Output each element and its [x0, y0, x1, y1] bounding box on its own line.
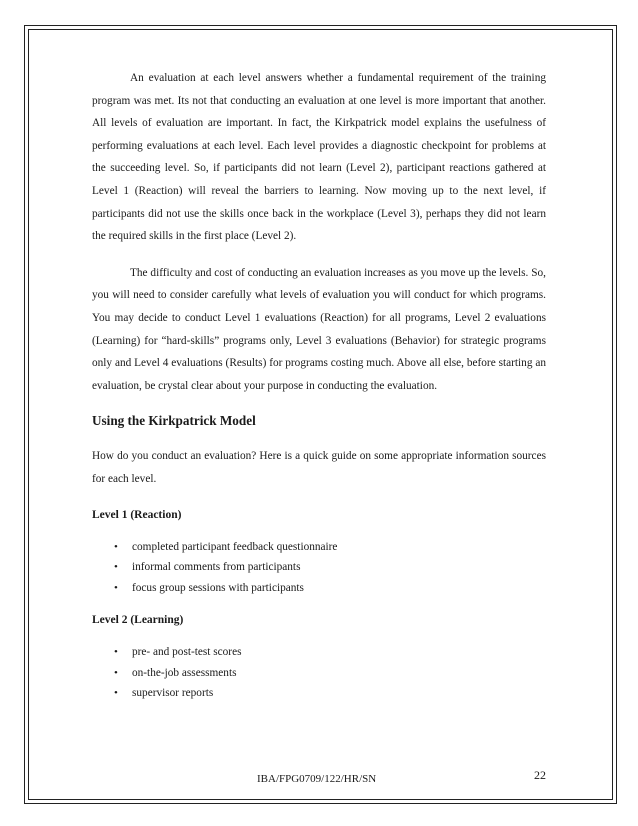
list-item	[92, 683, 546, 704]
list-item-text: on-the-job assessments	[132, 666, 237, 679]
bullet-icon: •	[114, 687, 118, 699]
bullet-icon: •	[114, 646, 118, 658]
list-item-text: informal comments from participants	[132, 561, 301, 573]
paragraph-evaluation-levels: An evaluation at each level answers whether a fundamental requirement of the training program was met. Its not that conducting an evaluation at one level is more important that another. All levels of evaluation are important. In fact, the Kirkpatrick model explains the usefulness of performing evaluations at each level. Each level provides a diagnostic checkpoint for problems at the succeeding level. So, if participants did not learn (Level 2), participant reactions gathered at Level 1 (Reaction) will reveal the barriers to learning. Now moving up to the next level, if participants did not use the skills once back in the workplace (Level 3), perhaps they did not learn the required skills in the first place (Level 2).	[92, 72, 546, 243]
footer-document-code: IBA/FPG0709/122/HR/SN	[257, 773, 377, 785]
level-1-list	[92, 537, 546, 599]
section-intro: How do you conduct an evaluation? Here is a quick guide on some appropriate information sources for each level.	[92, 450, 546, 485]
list-item	[92, 537, 546, 558]
list-item-text: pre- and post-test scores	[132, 646, 242, 658]
bullet-icon: •	[114, 666, 118, 679]
level-1-heading: Level 1 (Reaction)	[92, 508, 182, 521]
level-2-list	[92, 642, 546, 704]
list-item-text: completed participant feedback questionnaire	[132, 540, 338, 553]
list-item-text: supervisor reports	[132, 687, 214, 699]
level-2-heading: Level 2 (Learning)	[92, 614, 184, 626]
list-item	[92, 642, 546, 663]
section-heading: Using the Kirkpatrick Model	[92, 413, 256, 429]
bullet-icon: •	[114, 561, 118, 573]
list-item-text: focus group sessions with participants	[132, 581, 304, 594]
bullet-icon: •	[114, 581, 118, 594]
bullet-icon: •	[114, 540, 118, 553]
page-number: 22	[534, 768, 546, 782]
list-item	[92, 578, 546, 599]
document-body	[92, 67, 546, 716]
list-item	[92, 663, 546, 684]
paragraph-evaluation-cost: The difficulty and cost of conducting an evaluation increases as you move up the levels. So, you will need to consider carefully what levels of evaluation you will conduct for which programs. You may decide to conduct Level 1 evaluations (Reaction) for all programs, Level 2 evaluations (Learning) for “hard-skills” programs only, Level 3 evaluations (Behavior) for strategic programs only and Level 4 evaluations (Results) for programs costing much. Above all else, before starting an evaluation, be crystal clear about your purpose in conducting the evaluation.	[92, 266, 546, 392]
list-item	[92, 557, 546, 578]
